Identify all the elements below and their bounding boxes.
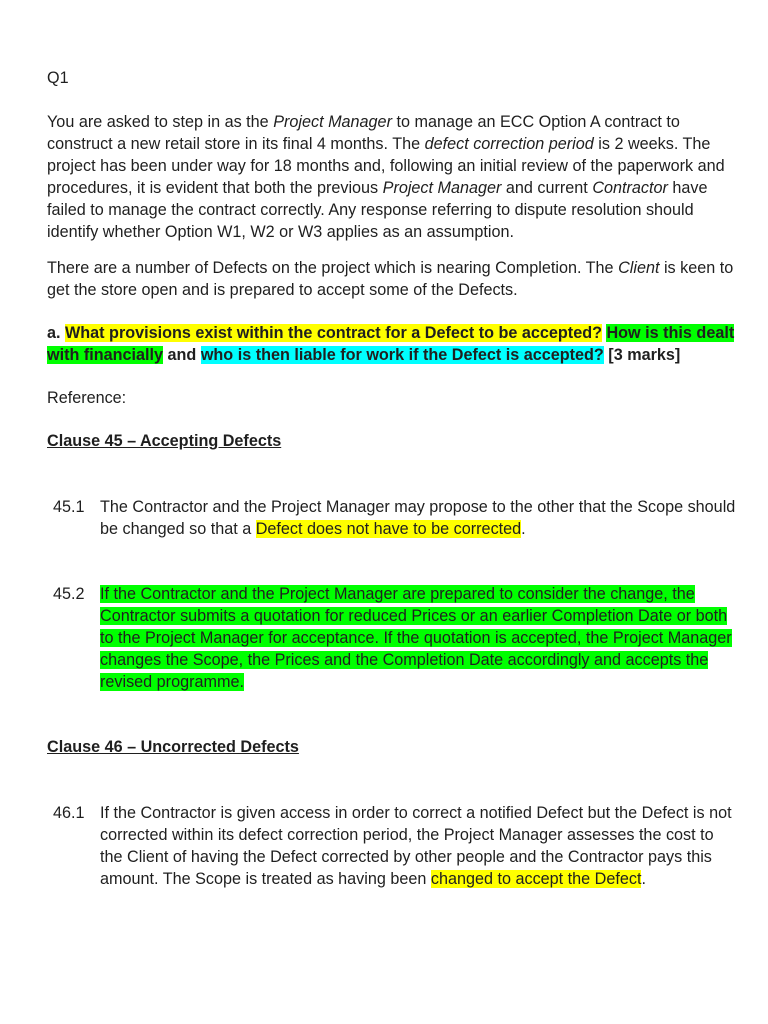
clause-45-2 (47, 583, 737, 693)
clause-text: . (521, 520, 526, 538)
intro-text: to manage an ECC Option A contract to construct a new retail store in its final 4 months. The (47, 113, 680, 153)
intro-text: and current (501, 179, 593, 197)
clause-46-1 (47, 802, 737, 890)
intro-text: You are asked to step in as the (47, 113, 274, 131)
clause-45-1-highlight: Defect does not have to be corrected (255, 520, 522, 538)
clause-46-1-text (100, 802, 737, 890)
clause-text: If the Contractor is given access in order to correct a notified Defect but the Defect is not corrected within its defect correction period, the Project Manager assesses the cost to the Client of having the Defect corrected by other people and the Contractor pays this amount. The Scope is treated as having been (100, 804, 732, 888)
question-a (47, 322, 737, 366)
question-a-joiner: and (163, 346, 201, 364)
reference-label: Reference: (47, 389, 127, 407)
intro-text: have failed to manage the contract correctly. Any response referring to dispute resolution should identify whether Option W1, W2 or W3 applies as an assumption. (47, 179, 708, 241)
question-a-part1-highlight: What provisions exist within the contract for a Defect to be accepted? (65, 324, 602, 342)
defects-paragraph (47, 257, 737, 301)
clause-45-1-text (100, 496, 737, 540)
question-a-part3-highlight: who is then liable for work if the Defect is accepted? (200, 346, 604, 364)
intro-term-defect-correction-period: defect correction period (424, 135, 594, 153)
defects-term-client: Client (618, 259, 660, 277)
document-page (47, 67, 737, 890)
clause-number: 45.2 (53, 585, 85, 603)
clause-46-1-highlight: changed to accept the Defect (430, 870, 642, 888)
intro-paragraph (47, 111, 737, 243)
clause-45-heading: Clause 45 – Accepting Defects (47, 432, 282, 450)
intro-term-project-manager: Project Manager (382, 179, 502, 197)
question-label: Q1 (47, 69, 69, 87)
intro-term-project-manager: Project Manager (273, 113, 392, 131)
question-a-part2-highlight: How is this dealt with financially (47, 324, 735, 364)
clause-46-heading: Clause 46 – Uncorrected Defects (47, 738, 299, 756)
clause-45-2-text (100, 583, 737, 693)
question-a-marks: [3 marks] (603, 346, 681, 364)
intro-text: is 2 weeks. The project has been under way for 18 months and, following an initial review of the paperwork and procedures, it is evident that both the previous (47, 135, 725, 197)
clause-text: The Contractor and the Project Manager may propose to the other that the Scope should be changed so that a (100, 498, 736, 538)
question-a-prefix: a. (47, 324, 65, 342)
defects-text: is keen to get the store open and is prepared to accept some of the Defects. (47, 259, 734, 299)
clause-text: . (641, 870, 646, 888)
defects-text: There are a number of Defects on the project which is nearing Completion. The (47, 259, 619, 277)
clause-45-1 (47, 496, 737, 540)
intro-term-contractor: Contractor (592, 179, 668, 197)
clause-45-2-highlight: If the Contractor and the Project Manager are prepared to consider the change, the Contractor submits a quotation for reduced Prices or an earlier Completion Date or both to the Project Manager for acceptance. If the quotation is accepted, the Project Manager changes the Scope, the Prices and the Completion Date accordingly and accepts the revised programme. (100, 585, 732, 691)
clause-number: 45.1 (53, 498, 85, 516)
clause-number: 46.1 (53, 804, 85, 822)
